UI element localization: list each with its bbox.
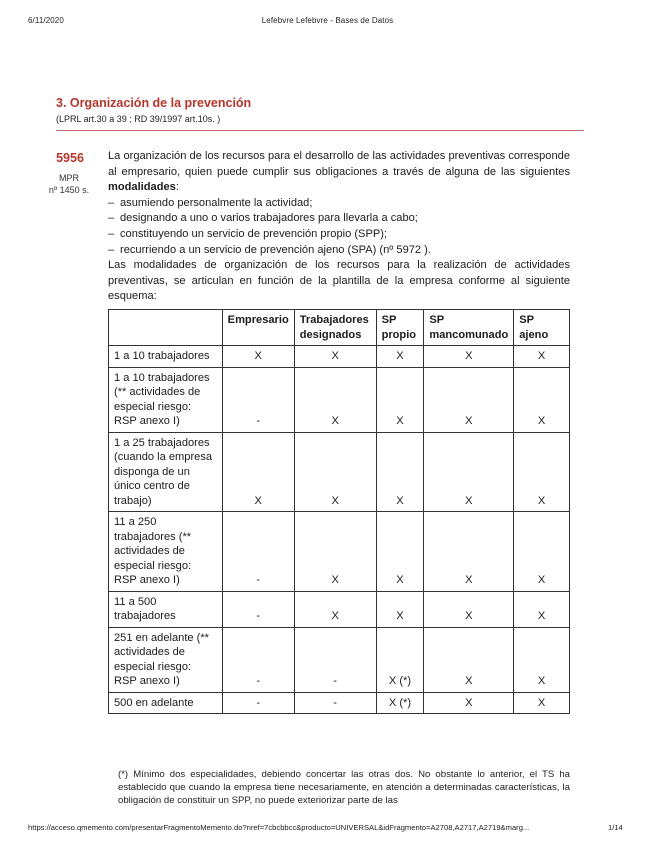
section-divider — [56, 130, 584, 131]
section-title: 3. Organización de la prevención — [56, 96, 252, 110]
row-label: 11 a 500 trabajadores — [109, 591, 223, 627]
table-cell: X — [514, 692, 570, 714]
table-cell: X — [514, 591, 570, 627]
table-cell: X — [514, 367, 570, 432]
table-cell: X (*) — [376, 692, 424, 714]
list-item: – asumiendo personalmente la actividad; — [108, 196, 313, 209]
table-row — [109, 591, 570, 627]
table-header-cell: Empresario — [222, 310, 294, 346]
table-cell: X — [424, 591, 514, 627]
table-cell: X — [424, 346, 514, 368]
table-row — [109, 627, 570, 692]
table-cell: X — [294, 432, 376, 512]
table-cell: X — [294, 346, 376, 368]
table-cell: X — [424, 367, 514, 432]
table-cell: X — [376, 591, 424, 627]
table-row — [109, 346, 570, 368]
table-cell: X — [424, 627, 514, 692]
list-item: – recurriendo a un servicio de prevención ajeno (SPA) (nº 5972 ). — [108, 243, 431, 256]
table-row — [109, 512, 570, 592]
table-cell: X — [514, 512, 570, 592]
table-cell: - — [294, 627, 376, 692]
table-cell: X — [424, 692, 514, 714]
list-item: – constituyendo un servicio de prevención propio (SPP); — [108, 227, 388, 240]
table-cell: X — [222, 346, 294, 368]
table-cell: X — [222, 432, 294, 512]
table-header-cell — [109, 310, 223, 346]
row-label: 251 en adelante (** actividades de especial riesgo: RSP anexo I) — [109, 627, 223, 692]
list-item-text: designando a uno o varios trabajadores para llevarla a cabo; — [120, 212, 418, 225]
table-cell: X — [424, 432, 514, 512]
row-label: 500 en adelante — [109, 692, 223, 714]
table-cell: X — [514, 627, 570, 692]
table-row — [109, 432, 570, 512]
table-cell: X — [424, 512, 514, 592]
table-footnote: (*) Mínimo dos especialidades, debiendo concertar las otras dos. No obstante lo anterior, el TS ha establecido que cuando la empresa tiene necesariamente, en atención a determinadas características, la obligación de constituir un SPP, no puede exteriorizar parte de las — [118, 769, 570, 806]
table-header-cell: SP propio — [376, 310, 424, 346]
list-item: – designando a uno o varios trabajadores para llevarla a cabo; — [108, 212, 418, 225]
table-cell: X — [514, 346, 570, 368]
intro-text-part2: : — [175, 181, 179, 194]
header-date: 6/11/2020 — [28, 16, 64, 25]
table-header-cell: SP mancomunado — [424, 310, 514, 346]
intro-text-bold: modalidades — [108, 181, 176, 194]
margin-reference[interactable]: MPR nº 1450 s. — [48, 173, 90, 195]
footer-url: https://acceso.qmemento.com/presentarFragmentoMemento.do?nref=7cbcbbcc&producto=UNIVERSAL&idFragmento=A2708,A2717,A2719&marg... — [28, 823, 530, 832]
row-label: 1 a 25 trabajadores (cuando la empresa disponga de un único centro de trabajo) — [109, 432, 223, 512]
table-cell: X (*) — [376, 627, 424, 692]
table-header-row — [109, 310, 570, 346]
table-row — [109, 367, 570, 432]
table-cell: - — [222, 692, 294, 714]
table-cell: - — [222, 512, 294, 592]
modalities-table — [108, 309, 570, 714]
table-cell: X — [376, 512, 424, 592]
table-cell: X — [376, 432, 424, 512]
row-label: 1 a 10 trabajadores (** actividades de especial riesgo: RSP anexo I) — [109, 367, 223, 432]
closing-text: Las modalidades de organización de los recursos para la realización de actividades preventivas, se articulan en función de la plantilla de la empresa conforme al siguiente esquema: — [108, 259, 570, 303]
table-header-cell: SP ajeno — [514, 310, 570, 346]
modalities-list — [108, 196, 570, 258]
table-cell: - — [294, 692, 376, 714]
section-legal-reference[interactable]: (LPRL art.30 a 39 ; RD 39/1997 art.10s. ) — [56, 114, 221, 124]
list-item-text[interactable]: recurriendo a un servicio de prevención ajeno (SPA) (nº 5972 ). — [120, 243, 431, 256]
intro-text-part1: La organización de los recursos para el desarrollo de las actividades preventivas corresponde al empresario, quien puede cumplir sus obligaciones a través de alguna de las siguientes — [108, 150, 570, 178]
paragraph-body — [108, 149, 570, 305]
table-cell: X — [376, 346, 424, 368]
header-title: Lefebvre Lefebvre - Bases de Datos — [261, 16, 394, 25]
intro-text — [108, 149, 570, 196]
table-row — [109, 692, 570, 714]
paragraph-number: 5956 — [56, 151, 84, 165]
table-cell: X — [376, 367, 424, 432]
row-label: 1 a 10 trabajadores — [109, 346, 223, 368]
table-cell: - — [222, 591, 294, 627]
table-cell: - — [222, 627, 294, 692]
footer-page-number: 1/14 — [608, 823, 623, 832]
table-cell: - — [222, 367, 294, 432]
table-cell: X — [294, 367, 376, 432]
row-label: 11 a 250 trabajadores (** actividades de especial riesgo: RSP anexo I) — [109, 512, 223, 592]
table-cell: X — [294, 591, 376, 627]
table-cell: X — [514, 432, 570, 512]
list-item-text: asumiendo personalmente la actividad; — [120, 196, 313, 209]
table-cell: X — [294, 512, 376, 592]
table-header-cell: Trabajadores designados — [294, 310, 376, 346]
list-item-text: constituyendo un servicio de prevención propio (SPP); — [120, 227, 388, 240]
